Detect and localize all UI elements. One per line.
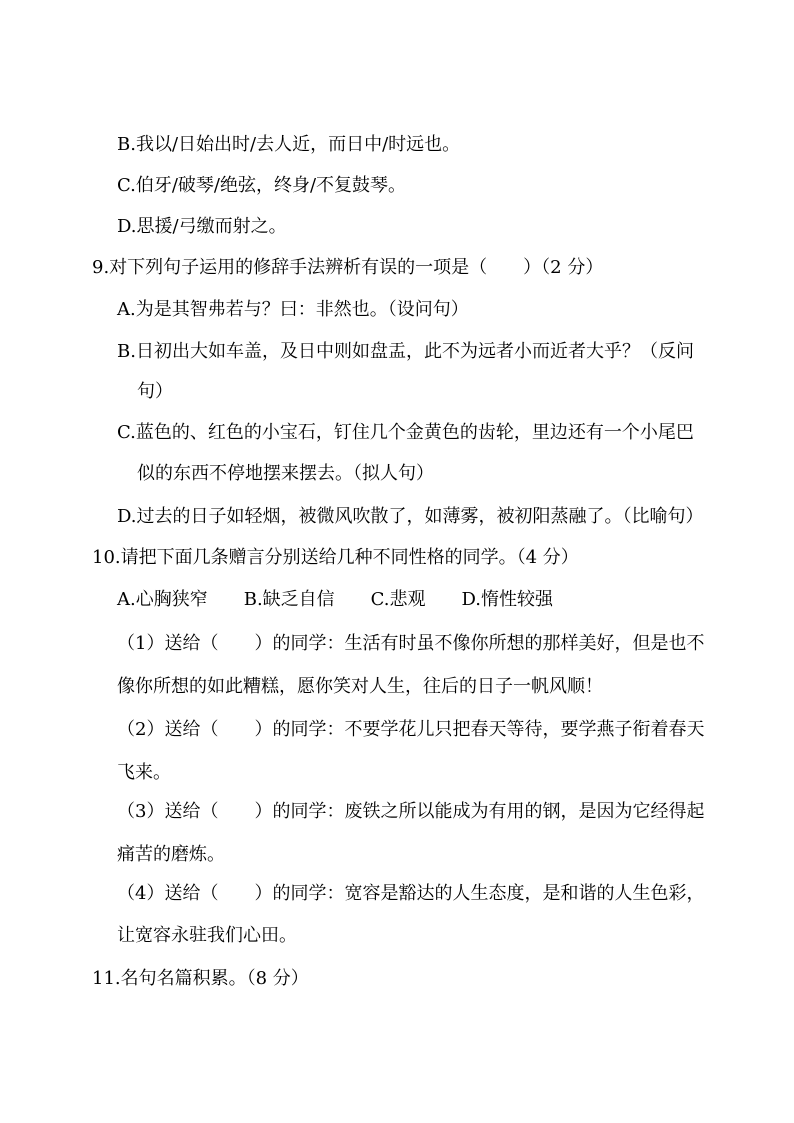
- q10-item-1: （1）送给（ ）的同学：生活有时虽不像你所想的那样美好，但是也不: [117, 633, 705, 654]
- q10-item-4-cont: 让宽容永驻我们心田。: [117, 925, 297, 946]
- q10-item-1-cont: 像你所想的如此糟糕，愿你笑对人生，往后的日子一帆风顺！: [117, 676, 603, 697]
- q10-item-2-cont: 飞来。: [117, 762, 171, 783]
- q9-option-c-cont: 似的东西不停地摆来摆去。（拟人句）: [137, 463, 434, 484]
- option-b-line: B.我以/日始出时/去人近，而日中/时远也。: [117, 134, 461, 155]
- q9-option-c: C.蓝色的、红色的小宝石，钉住几个金黄色的齿轮，里边还有一个小尾巴: [117, 422, 694, 443]
- question-9-stem: 9.对下列句子运用的修辞手法辨析有误的一项是（ ）（2 分）: [92, 257, 604, 278]
- q10-item-2: （2）送给（ ）的同学：不要学花儿只把春天等待，要学燕子衔着春天: [117, 719, 705, 740]
- option-d-line: D.思援/弓缴而射之。: [117, 216, 287, 237]
- question-10-stem: 10.请把下面几条赠言分别送给几种不同性格的同学。（4 分）: [92, 547, 579, 568]
- question-11-stem: 11.名句名篇积累。（8 分）: [92, 968, 309, 989]
- q10-item-3: （3）送给（ ）的同学：废铁之所以能成为有用的钢，是因为它经得起: [117, 801, 705, 822]
- q10-item-4: （4）送给（ ）的同学：宽容是豁达的人生态度，是和谐的人生色彩，: [117, 883, 705, 904]
- option-c-line: C.伯牙/破琴/绝弦，终身/不复鼓琴。: [117, 175, 407, 196]
- q9-option-b: B.日初出大如车盖，及日中则如盘盂，此不为远者小而近者大乎？（反问: [117, 341, 694, 362]
- q10-options: A.心胸狭窄 B.缺乏自信 C.悲观 D.惰性较强: [117, 589, 554, 610]
- q9-option-d: D.过去的日子如轻烟，被微风吹散了，如薄雾，被初阳蒸融了。（比喻句）: [117, 506, 704, 527]
- q9-option-b-cont: 句）: [137, 381, 173, 402]
- q9-option-a: A.为是其智弗若与？曰：非然也。（设问句）: [117, 299, 469, 320]
- q10-item-3-cont: 痛苦的磨炼。: [117, 844, 225, 865]
